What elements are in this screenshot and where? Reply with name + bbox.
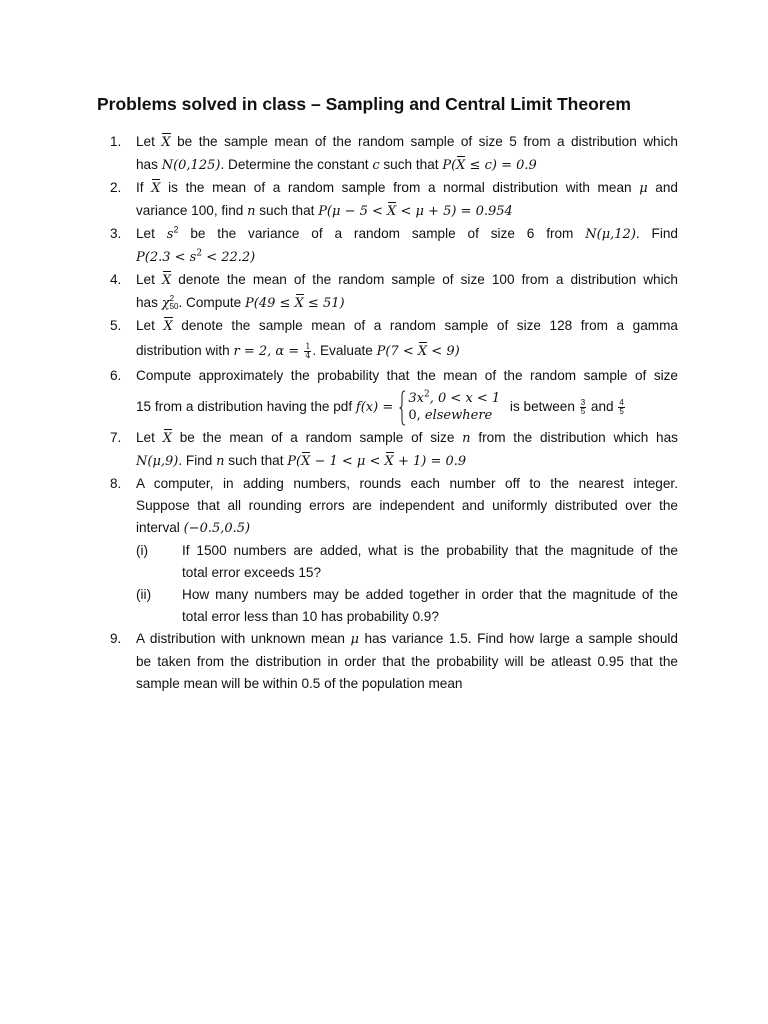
- text: Let: [136, 226, 167, 241]
- math: 0,: [408, 408, 425, 424]
- problem-line: [136, 154, 678, 177]
- text: A distribution with unknown mean: [136, 631, 351, 646]
- numerator: 1: [305, 341, 311, 351]
- problem-number: 8.: [110, 476, 122, 491]
- math: < μ + 5) = 0.954: [396, 204, 513, 219]
- problem-number: 3.: [110, 226, 122, 241]
- math: 3x: [408, 391, 424, 407]
- xbar-symbol: X: [151, 178, 160, 200]
- problem-5: [110, 315, 678, 363]
- math: P(: [442, 158, 457, 173]
- problem-number: 2.: [110, 180, 122, 195]
- fraction-three-fifths: [580, 399, 586, 416]
- problem-line: [136, 269, 678, 292]
- math: P(7 <: [376, 344, 418, 359]
- sub-question-line: total error less than 10 has probability 0.9?: [182, 609, 439, 624]
- math: P(2.3 < s: [136, 250, 197, 265]
- problem-line: sample mean will be within 0.5 of the population mean: [136, 676, 463, 691]
- text: denote the mean of the random sample of size 100 from a distribution which: [171, 272, 678, 287]
- problem-6: [110, 365, 678, 427]
- math: c: [372, 158, 380, 173]
- text: . Determine the constant: [220, 157, 373, 172]
- text: If: [136, 180, 152, 195]
- text: from the distribution which has: [470, 430, 678, 445]
- superscript: 2: [173, 224, 179, 235]
- math: , 0 < x < 1: [429, 391, 501, 407]
- problem-line: [136, 177, 678, 200]
- text: such that: [379, 157, 443, 172]
- text: such that: [224, 453, 288, 468]
- math: ≤ 51): [303, 296, 345, 311]
- problem-line: [136, 292, 678, 315]
- xbar-symbol: X: [387, 201, 396, 223]
- math: n: [216, 454, 225, 469]
- problem-3: [110, 223, 678, 269]
- problem-9: [110, 628, 678, 695]
- math: − 1 < μ <: [310, 454, 385, 469]
- math: + 1) = 0.9: [393, 454, 467, 469]
- problem-7: [110, 427, 678, 473]
- problem-1: [110, 131, 678, 177]
- text: 15 from a distribution having the pdf: [136, 399, 356, 414]
- numerator: 4: [619, 397, 624, 407]
- piece-row-1: [408, 390, 500, 407]
- problem-line: be taken from the distribution in order that the probability will be atleast 0.95 that the: [136, 654, 678, 669]
- problem-line: [136, 131, 678, 154]
- text: is the mean of a random sample from a normal distribution with mean: [160, 180, 640, 195]
- text: variance 100, find: [136, 203, 248, 218]
- text: is between: [506, 399, 579, 414]
- math: n: [462, 431, 471, 446]
- math: μ: [350, 632, 359, 647]
- text: Compute approximately the probability that the mean of the random sample of size: [136, 368, 678, 383]
- math: < 22.2): [202, 250, 256, 265]
- math: N(0,125): [161, 158, 221, 173]
- left-brace-icon: [399, 390, 406, 426]
- math: s: [166, 227, 174, 242]
- problem-line: [136, 517, 678, 540]
- denominator: 5: [580, 406, 586, 416]
- problem-number: 7.: [110, 430, 122, 445]
- math: P(49 ≤: [245, 296, 295, 311]
- text: has: [136, 157, 162, 172]
- problem-2: [110, 177, 678, 223]
- text: has: [136, 295, 162, 310]
- fraction-one-quarter: [304, 343, 311, 360]
- math: elsewhere: [424, 408, 493, 424]
- xbar-symbol: X: [418, 341, 427, 363]
- math: N(μ,9): [136, 454, 179, 469]
- problem-line: Suppose that all rounding errors are independent and uniformly distributed over the: [136, 498, 678, 513]
- xbar-symbol: X: [301, 451, 310, 473]
- problem-line: [136, 200, 678, 223]
- superscript: 2: [196, 248, 203, 259]
- xbar-symbol: X: [162, 270, 171, 292]
- math: f(x) =: [355, 400, 398, 415]
- problem-line: [136, 628, 678, 651]
- math: ≤ c) = 0.9: [465, 158, 537, 173]
- text: and: [587, 399, 618, 414]
- text: be the sample mean of the random sample of size 5 from a distribution which: [170, 134, 678, 149]
- problem-number: 9.: [110, 631, 122, 646]
- sub-question-line: total error exceeds 15?: [182, 565, 322, 580]
- text: Let: [136, 272, 162, 287]
- problem-line: [136, 315, 678, 338]
- text: Let: [136, 430, 163, 445]
- sub-question-i: [136, 540, 678, 584]
- page-title: Problems solved in class – Sampling and Central Limit Theorem: [97, 94, 631, 114]
- piecewise-function: [399, 390, 500, 424]
- xbar-symbol: X: [295, 293, 304, 315]
- superscript: 2: [423, 390, 430, 401]
- xbar-symbol: X: [456, 155, 465, 177]
- problem-line: [136, 387, 678, 427]
- text: distribution with: [136, 343, 234, 358]
- sub-question-ii: [136, 584, 678, 628]
- problem-line: [136, 223, 678, 246]
- math: P(: [287, 454, 302, 469]
- problem-line: [136, 365, 678, 387]
- subscript: 50: [169, 302, 179, 312]
- problem-line: [136, 340, 678, 363]
- text: be the mean of a random sample of size: [171, 430, 463, 445]
- math: χ: [161, 296, 170, 311]
- problem-8: [110, 473, 678, 628]
- sup-sub-stack: [170, 295, 179, 311]
- sub-question-label: (i): [136, 543, 149, 558]
- xbar-symbol: X: [385, 451, 394, 473]
- problem-4: [110, 269, 678, 315]
- sub-question-line: If 1500 numbers are added, what is the probability that the magnitude of the: [182, 543, 678, 558]
- text: denote the sample mean of a random sample of size 128 from a gamma: [172, 318, 678, 333]
- text: such that: [255, 203, 319, 218]
- problem-list: [110, 131, 678, 695]
- superscript: 2: [169, 294, 175, 304]
- text: has variance 1.5. Find how large a sample should: [358, 631, 678, 646]
- sub-question-label: (ii): [136, 587, 152, 602]
- problem-number: 6.: [110, 368, 122, 383]
- problem-line: [136, 450, 678, 473]
- text: . Evaluate: [312, 343, 377, 358]
- fraction-four-fifths: [618, 399, 624, 416]
- denominator: 4: [305, 350, 311, 360]
- text: Let: [136, 134, 162, 149]
- text: . Find: [178, 453, 217, 468]
- sub-question-line: How many numbers may be added together in order that the magnitude of the: [182, 587, 678, 602]
- problem-line: A computer, in adding numbers, rounds each number off to the nearest integer.: [136, 476, 678, 491]
- text: and: [647, 180, 678, 195]
- math: r = 2, α =: [233, 344, 304, 359]
- text: interval: [136, 520, 184, 535]
- problem-number: 5.: [110, 318, 122, 333]
- text: Let: [136, 318, 164, 333]
- problem-line: [136, 246, 678, 269]
- math: (−0.5,0.5): [183, 521, 251, 536]
- problem-number: 1.: [110, 134, 122, 149]
- text: be the variance of a random sample of size 6 from: [178, 226, 586, 241]
- xbar-symbol: X: [163, 316, 172, 338]
- math: < 9): [427, 344, 460, 359]
- text: . Find: [635, 226, 678, 241]
- math: N(μ,12): [585, 227, 636, 242]
- xbar-symbol: X: [163, 428, 172, 450]
- problem-number: 4.: [110, 272, 122, 287]
- math: n: [247, 204, 256, 219]
- math: P(μ − 5 <: [318, 204, 388, 219]
- piece-row-2: [408, 407, 500, 424]
- xbar-symbol: X: [161, 132, 170, 154]
- numerator: 3: [580, 397, 586, 407]
- denominator: 5: [619, 406, 624, 416]
- problem-line: [136, 427, 678, 450]
- math: μ: [639, 181, 648, 196]
- text: . Compute: [178, 295, 245, 310]
